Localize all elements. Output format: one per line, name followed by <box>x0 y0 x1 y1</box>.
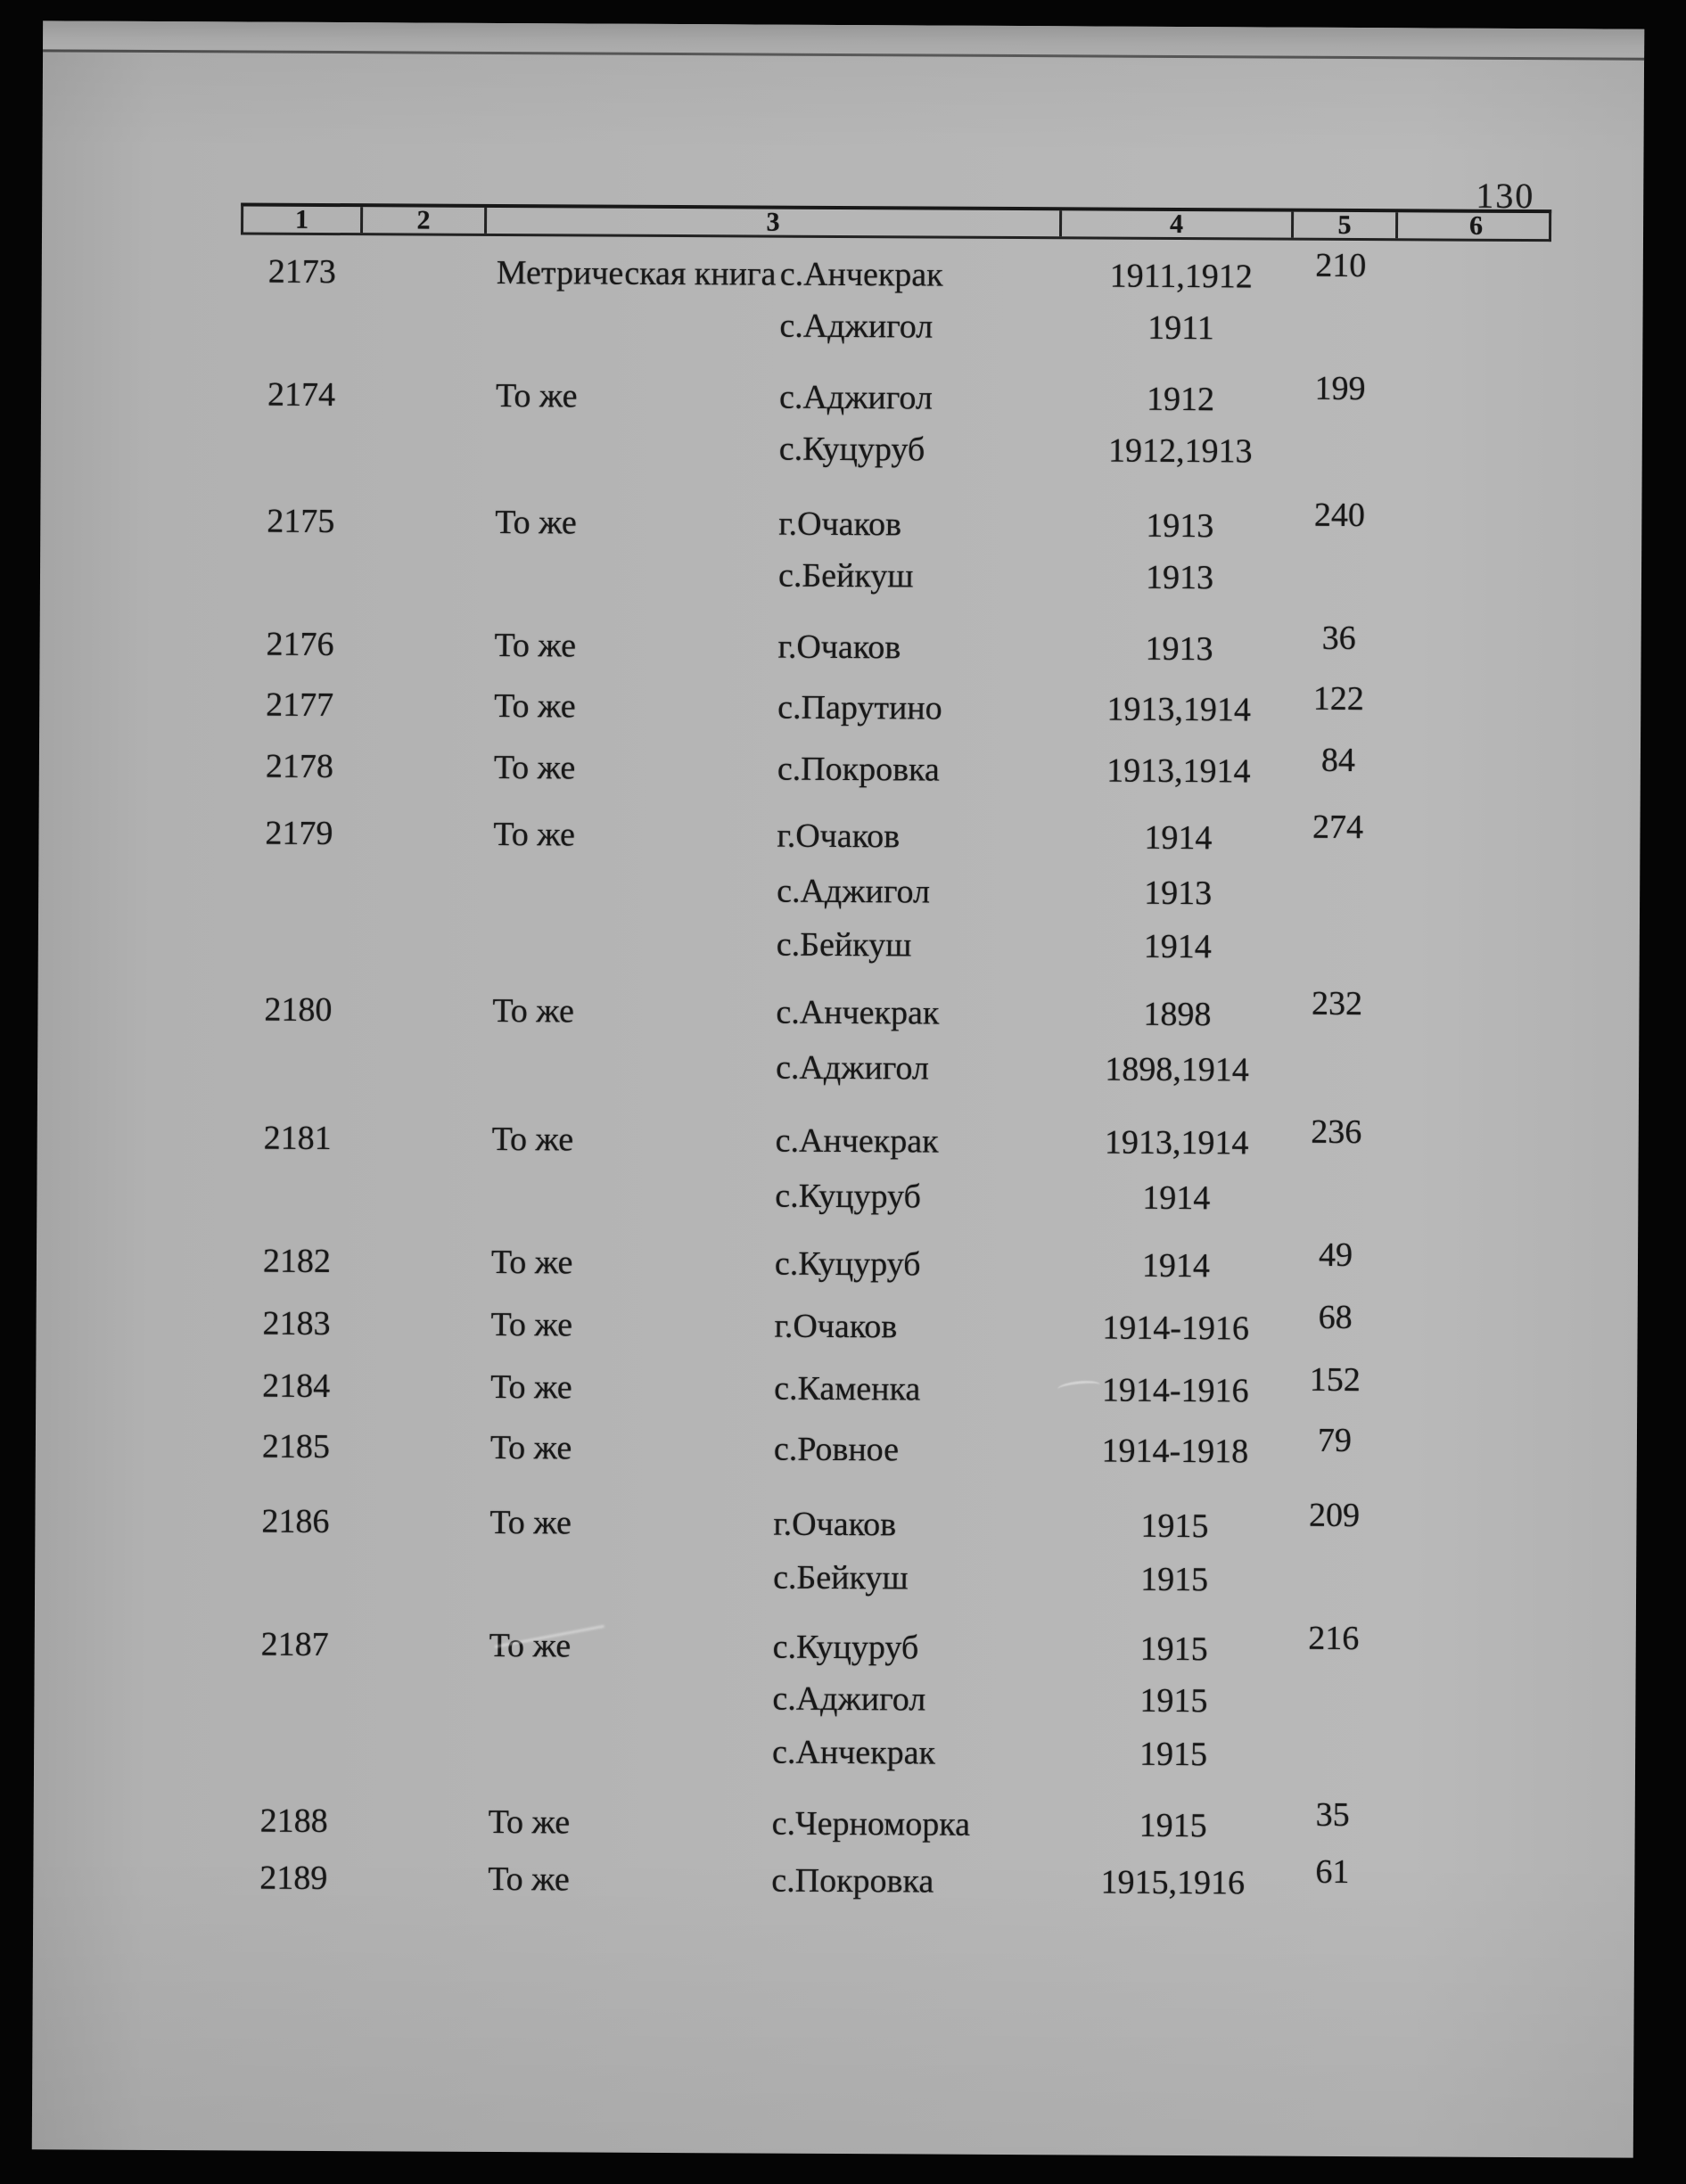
row-page-count: 68 <box>1318 1298 1353 1337</box>
row-description: Метрическая книга <box>496 253 777 293</box>
row-page-count: 232 <box>1311 984 1363 1023</box>
row-page-count: 236 <box>1311 1113 1362 1152</box>
row-years: 1914 <box>1141 1246 1211 1285</box>
table-header-row <box>241 202 1551 242</box>
row-number: 2187 <box>260 1625 329 1664</box>
row-years: 1915 <box>1140 1560 1209 1599</box>
row-page-count: 35 <box>1315 1795 1350 1835</box>
row-description: То же <box>493 748 576 787</box>
row-description: То же <box>488 1860 570 1899</box>
row-years: 1913 <box>1145 629 1213 669</box>
row-place: с.Аджигол <box>778 378 933 417</box>
row-description: То же <box>495 503 577 542</box>
header-cell <box>1062 210 1294 237</box>
row-page-count: 84 <box>1320 741 1356 780</box>
row-years: 1915 <box>1140 1507 1209 1546</box>
header-col-label: 5 <box>1337 209 1352 240</box>
row-description: То же <box>493 815 576 854</box>
row-years: 1915,1916 <box>1100 1863 1246 1902</box>
row-place: с.Покровка <box>771 1861 934 1901</box>
row-place: с.Аджигол <box>779 307 933 346</box>
row-place: с.Бейкуш <box>777 556 914 595</box>
row-page-count: 36 <box>1321 619 1356 658</box>
row-place: с.Ровное <box>773 1430 900 1469</box>
row-years: 1914 <box>1143 927 1212 966</box>
row-description: То же <box>492 991 575 1030</box>
row-place: г.Очаков <box>774 1307 898 1346</box>
row-years: 1915 <box>1139 1630 1208 1669</box>
row-years: 1898 <box>1143 995 1212 1034</box>
header-cell <box>243 206 363 233</box>
header-cell <box>1398 212 1554 239</box>
row-years: 1914-1916 <box>1102 1309 1250 1348</box>
row-description: То же <box>490 1367 572 1407</box>
row-page-count: 274 <box>1312 808 1364 847</box>
row-number: 2174 <box>267 375 336 415</box>
row-place: г.Очаков <box>777 628 901 667</box>
row-place: г.Очаков <box>778 505 902 544</box>
header-cell <box>1294 209 1398 240</box>
row-page-count: 210 <box>1315 246 1367 285</box>
row-place: г.Очаков <box>777 817 901 856</box>
row-number: 2173 <box>267 252 336 291</box>
row-description: То же <box>494 686 576 726</box>
row-description: То же <box>491 1120 574 1159</box>
row-place: с.Бейкуш <box>773 1558 909 1597</box>
row-place: с.Покровка <box>777 750 940 789</box>
row-years: 1911 <box>1147 308 1214 348</box>
row-page-count: 61 <box>1315 1852 1350 1892</box>
row-number: 2177 <box>266 686 334 725</box>
row-place: с.Аджигол <box>772 1679 926 1719</box>
row-number: 2189 <box>259 1859 328 1898</box>
row-description: То же <box>488 1802 571 1842</box>
row-description: То же <box>489 1428 572 1467</box>
row-page-count: 122 <box>1312 679 1364 718</box>
row-place: г.Очаков <box>773 1505 897 1544</box>
row-description: То же <box>489 1626 572 1665</box>
row-years: 1913 <box>1145 558 1214 597</box>
row-years: 1898,1914 <box>1105 1050 1249 1089</box>
header-cell <box>363 207 487 234</box>
row-place: с.Анчекрак <box>771 1733 936 1772</box>
row-number: 2183 <box>262 1304 331 1343</box>
pencil-mark-artifact <box>1057 1379 1101 1395</box>
row-description: То же <box>490 1305 573 1344</box>
row-page-count: 49 <box>1318 1236 1353 1275</box>
row-place: с.Куцуруб <box>778 430 925 469</box>
row-page-count: 152 <box>1309 1360 1361 1400</box>
row-number: 2176 <box>266 625 334 664</box>
row-place: с.Куцуруб <box>772 1628 919 1667</box>
document-page <box>32 21 1644 2157</box>
row-place: с.Парутино <box>777 688 942 727</box>
header-col-label: 6 <box>1468 210 1484 241</box>
row-page-count: 216 <box>1308 1619 1360 1658</box>
row-place: с.Куцуруб <box>774 1244 921 1284</box>
row-number: 2179 <box>265 814 333 853</box>
row-description: То же <box>494 626 577 665</box>
row-number: 2185 <box>261 1427 331 1466</box>
row-years: 1915 <box>1139 1806 1207 1845</box>
page-number: 130 <box>1476 175 1535 217</box>
row-description: То же <box>489 1503 572 1542</box>
header-col-label: 2 <box>416 205 431 235</box>
row-number: 2188 <box>259 1802 328 1841</box>
row-years: 1914 <box>1144 818 1213 858</box>
row-number: 2178 <box>265 747 333 786</box>
row-years: 1914 <box>1142 1178 1211 1218</box>
row-page-count: 209 <box>1308 1496 1361 1535</box>
header-cell <box>487 208 1062 236</box>
row-place: с.Куцуруб <box>775 1177 922 1216</box>
row-years: 1913,1914 <box>1106 751 1251 791</box>
row-number: 2180 <box>264 990 333 1030</box>
row-place: с.Аджигол <box>776 1048 930 1088</box>
row-years: 1915 <box>1139 1681 1208 1720</box>
header-col-label: 4 <box>1170 209 1184 239</box>
row-place: с.Каменка <box>774 1369 921 1408</box>
row-place: с.Анчекрак <box>775 1121 939 1161</box>
row-years: 1913,1914 <box>1104 1123 1249 1162</box>
row-years: 1913 <box>1144 874 1213 913</box>
row-number: 2175 <box>267 502 335 541</box>
header-col-label: 3 <box>766 207 780 237</box>
row-place: с.Черноморка <box>771 1804 971 1843</box>
row-years: 1913 <box>1146 506 1214 546</box>
row-page-count: 199 <box>1314 369 1366 408</box>
row-place: с.Бейкуш <box>776 925 912 965</box>
row-description: То же <box>495 376 578 415</box>
row-number: 2186 <box>261 1502 330 1541</box>
row-years: 1911,1912 <box>1109 257 1253 296</box>
row-years: 1913,1914 <box>1106 690 1252 729</box>
row-years: 1914-1918 <box>1101 1432 1249 1471</box>
row-years: 1912 <box>1146 380 1215 419</box>
row-page-count: 240 <box>1313 496 1365 535</box>
row-number: 2184 <box>262 1367 331 1406</box>
row-place: с.Анчекрак <box>776 993 940 1032</box>
row-description: То же <box>490 1243 573 1282</box>
row-years: 1915 <box>1139 1735 1208 1774</box>
row-number: 2181 <box>263 1119 332 1158</box>
row-years: 1914-1916 <box>1101 1371 1249 1410</box>
header-col-label: 1 <box>295 204 309 234</box>
row-page-count: 79 <box>1317 1421 1353 1460</box>
row-years: 1912,1913 <box>1107 431 1253 471</box>
row-place: с.Анчекрак <box>779 255 943 294</box>
row-number: 2182 <box>262 1242 332 1281</box>
row-place: с.Аджигол <box>777 872 931 911</box>
